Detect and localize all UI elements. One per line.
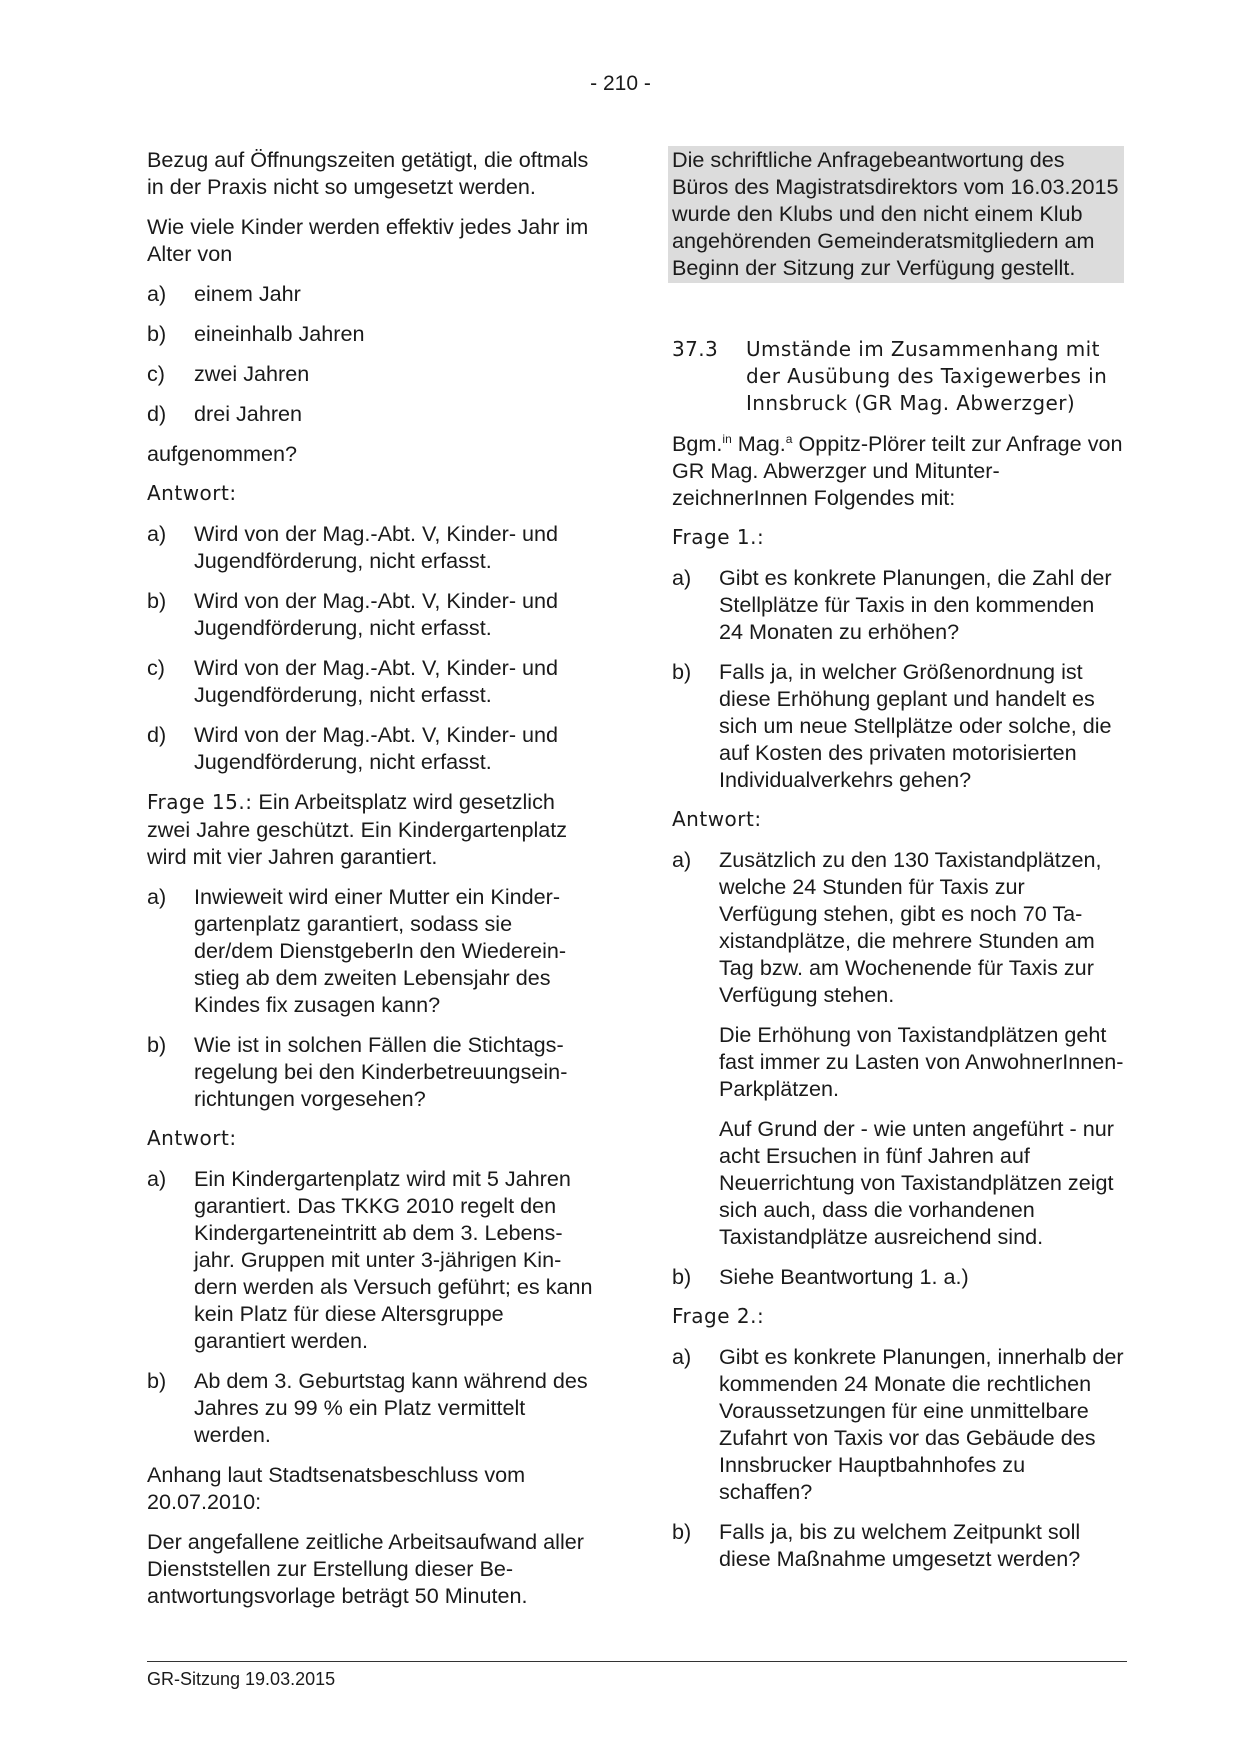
intro-paragraph — [672, 430, 1124, 511]
list-item — [147, 721, 595, 775]
list-item-text: Gibt es konkrete Planungen, innerhalb der kommenden 24 Monate die rechtlichen Voraussetzungen für eine unmittelbare Zufahrt von Taxis vor das Gebäude des Innsbrucker Hauptbahnhofes zu schaffen? — [719, 1344, 1124, 1504]
list-item — [147, 520, 595, 574]
list-item-text: einem Jahr — [194, 281, 301, 306]
question-text: Ein Arbeitsplatz wird gesetzlich zwei Jahre geschützt. Ein Kindergartenplatz wird mit vier Jahren garantiert. — [147, 789, 568, 869]
footer-divider — [147, 1661, 1127, 1662]
footer-text: GR-Sitzung 19.03.2015 — [147, 1669, 336, 1689]
list-item — [147, 320, 595, 347]
list-item-text: eineinhalb Jahren — [194, 321, 365, 346]
list-item-text: Ein Kindergartenplatz wird mit 5 Jahren garantiert. Das TKKG 2010 regelt den Kindergarteneintritt ab dem 3. Lebensjahr. Gruppen mit unter 3-jährigen Kindern werden als Versuch geführt; es kann kein Platz für diese Altersgruppe garantiert werden. — [194, 1166, 593, 1353]
list-item-text: Falls ja, in welcher Größenordnung ist diese Erhöhung geplant und handelt es sich um neue Stellplätze oder solche, die auf Kosten des privaten motorisierten Individualverkehrs gehen? — [719, 659, 1112, 792]
list-item — [672, 1263, 1124, 1290]
list-marker: a) — [672, 1344, 692, 1369]
list-marker: d) — [147, 401, 167, 426]
list-marker: a) — [147, 521, 167, 546]
question-label: Frage 2.: — [672, 1304, 765, 1328]
list-item-text: Wird von der Mag.-Abt. V, Kinder- und Jugendförderung, nicht erfasst. — [194, 521, 559, 573]
page-number: - 210 - — [590, 72, 651, 95]
list-item-text: Zusätzlich zu den 130 Taxistandplätzen, welche 24 Stunden für Taxis zur Verfügung stehen, gibt es noch 70 Taxistandplätze, die mehrere Stunden am Tag bzw. am Wochenende für Taxis zur Verfügung stehen. — [719, 847, 1102, 1007]
info-box: Die schriftliche Anfragebeantwortung des Büros des Magistratsdirektors vom 16.03.2015 wurde den Klubs und den nicht einem Klub angehörenden Gemeinderatsmitgliedern am Beginn der Sitzung zur Verfügung gestellt. — [668, 146, 1124, 283]
list-marker: a) — [672, 847, 692, 872]
superscript: in — [722, 431, 732, 446]
paragraph: Der angefallene zeitliche Arbeitsaufwand aller Dienststellen zur Erstellung dieser Beantwortungsvorlage beträgt 50 Minuten. — [147, 1529, 584, 1608]
intro-text: Oppitz-Plörer teilt zur Anfrage von GR Mag. Abwerzger und MitunterzeichnerInnen Folgendes mit: — [672, 431, 1123, 510]
list-item-text: zwei Jahren — [194, 361, 310, 386]
list-item — [147, 1165, 595, 1354]
list-item-text: Die Erhöhung von Taxistandplätzen geht fast immer zu Lasten von AnwohnerInnen-Parkplätzen. — [719, 1022, 1124, 1101]
section-title: Umstände im Zusammenhang mit der Ausübung des Taxigewerbes in Innsbruck (GR Mag. Abwerzger) — [746, 337, 1108, 415]
section-heading — [672, 336, 1124, 417]
list-item — [672, 564, 1124, 645]
list-item-text: Wie ist in solchen Fällen die Stichtagsregelung bei den Kinderbetreuungseinrichtungen vorgesehen? — [194, 1032, 568, 1111]
list-item — [147, 587, 595, 641]
list-marker: a) — [147, 281, 167, 306]
superscript: a — [785, 431, 793, 446]
list-item-text: drei Jahren — [194, 401, 303, 426]
list-item — [672, 846, 1124, 1250]
list-item-text: Wird von der Mag.-Abt. V, Kinder- und Jugendförderung, nicht erfasst. — [194, 722, 559, 774]
list-item-text: Inwieweit wird einer Mutter ein Kindergartenplatz garantiert, sodass sie der/dem DienstgeberIn den Wiedereinstieg ab dem zweiten Lebensjahr des Kindes fix zusagen kann? — [194, 884, 567, 1017]
list-item-text: Siehe Beantwortung 1. a.) — [719, 1264, 969, 1289]
list-item — [147, 654, 595, 708]
list-marker: b) — [147, 321, 167, 346]
list-marker: b) — [672, 659, 692, 684]
list-item — [147, 280, 595, 307]
list-marker: c) — [147, 361, 165, 386]
list-item-text: Gibt es konkrete Planungen, die Zahl der Stellplätze für Taxis in den kommenden 24 Monaten zu erhöhen? — [719, 565, 1112, 644]
answer-label: Antwort: — [672, 807, 762, 831]
list-item — [147, 883, 595, 1018]
list-marker: c) — [147, 655, 165, 680]
list-item-text: Falls ja, bis zu welchem Zeitpunkt soll diese Maßnahme umgesetzt werden? — [719, 1519, 1081, 1571]
right-column — [672, 146, 1124, 1585]
intro-bgm: Bgm. — [672, 431, 723, 456]
list-item — [147, 1367, 595, 1448]
paragraph: aufgenommen? — [147, 441, 298, 466]
list-marker: d) — [147, 722, 167, 747]
question-paragraph — [147, 788, 595, 870]
list-marker: b) — [147, 1032, 167, 1057]
question-label: Frage 1.: — [672, 525, 765, 549]
list-item — [147, 1031, 595, 1112]
answer-label: Antwort: — [147, 1126, 237, 1150]
list-item-text: Auf Grund der - wie unten angeführt - nur acht Ersuchen in fünf Jahren auf Neuerrichtung von Taxistandplätzen zeigt sich auch, dass die vorhandenen Taxistandplätze ausreichend sind. — [719, 1116, 1114, 1249]
intro-mag: Mag. — [731, 431, 786, 456]
list-item — [147, 400, 595, 427]
list-item — [147, 360, 595, 387]
section-number: 37.3 — [672, 337, 719, 361]
list-item — [672, 1518, 1124, 1572]
list-marker: b) — [147, 1368, 167, 1393]
question-label: Frage 15.: — [147, 790, 253, 814]
list-marker: a) — [147, 1166, 167, 1191]
list-marker: a) — [147, 884, 167, 909]
list-marker: a) — [672, 565, 692, 590]
paragraph: Wie viele Kinder werden effektiv jedes Jahr im Alter von — [147, 214, 589, 266]
answer-label: Antwort: — [147, 481, 237, 505]
list-marker: b) — [672, 1264, 692, 1289]
paragraph: Bezug auf Öffnungszeiten getätigt, die oftmals in der Praxis nicht so umgesetzt werden. — [147, 147, 589, 199]
list-item — [672, 658, 1124, 793]
list-item-text: Ab dem 3. Geburtstag kann während des Jahres zu 99 % ein Platz vermittelt werden. — [194, 1368, 588, 1447]
list-item-text: Wird von der Mag.-Abt. V, Kinder- und Jugendförderung, nicht erfasst. — [194, 655, 559, 707]
list-marker: b) — [672, 1519, 692, 1544]
paragraph: Anhang laut Stadtsenatsbeschluss vom 20.07.2010: — [147, 1462, 526, 1514]
list-marker: b) — [147, 588, 167, 613]
list-item — [672, 1343, 1124, 1505]
left-column — [147, 146, 595, 1622]
list-item-text: Wird von der Mag.-Abt. V, Kinder- und Jugendförderung, nicht erfasst. — [194, 588, 559, 640]
